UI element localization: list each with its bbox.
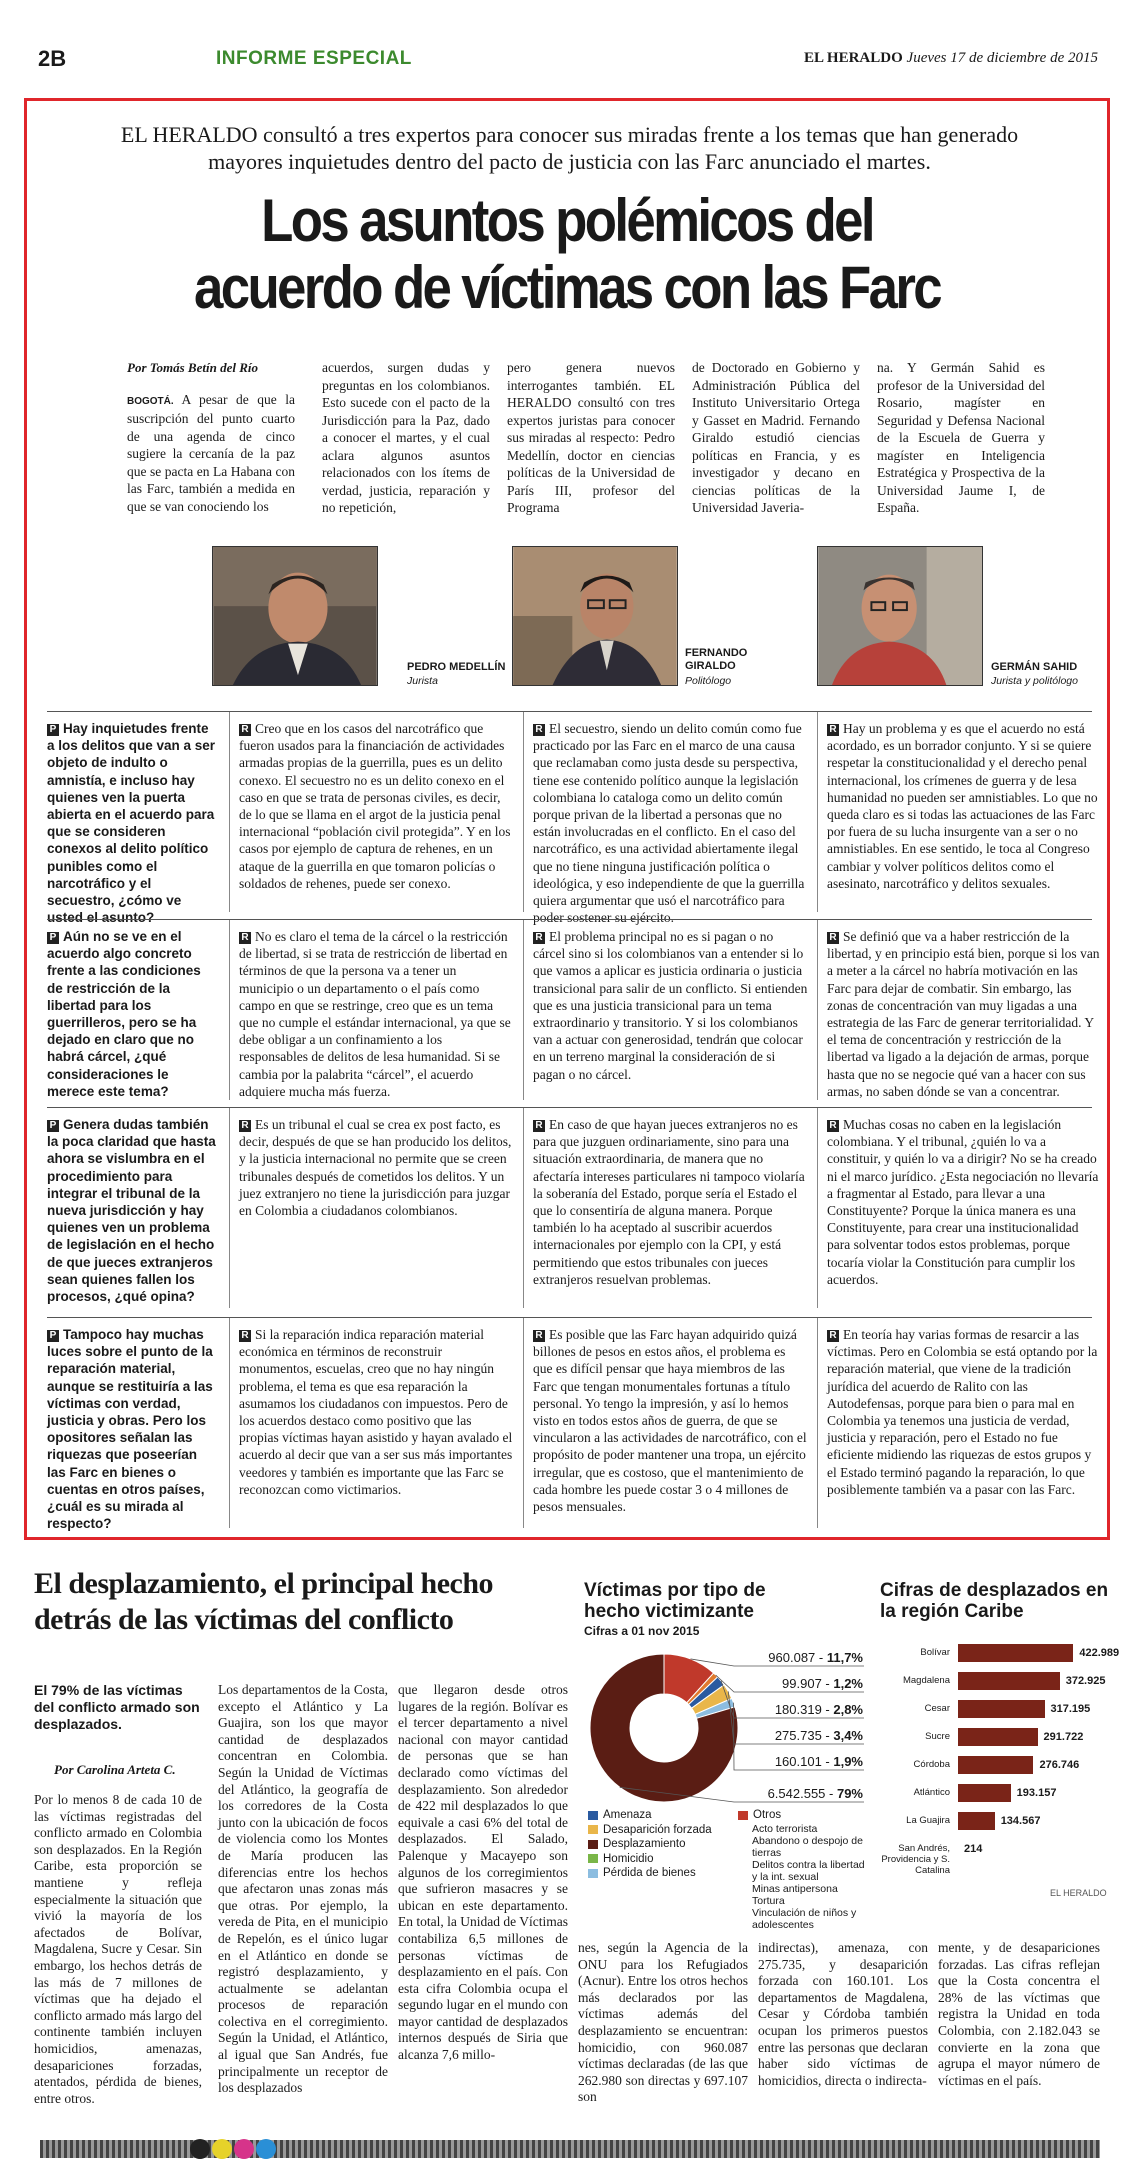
column-divider — [229, 1318, 230, 1528]
slice-value: 275.735 - — [774, 1728, 834, 1743]
answer-tag: R — [533, 724, 545, 736]
bar-value-label: 276.746 — [1039, 1759, 1080, 1771]
expert-name-2-line-1: FERNANDO — [685, 647, 748, 659]
answer-sahid-3 — [827, 1116, 1102, 1288]
question-3 — [47, 1116, 217, 1305]
bar-row — [880, 1838, 1110, 1876]
answer-tag: R — [533, 1330, 545, 1342]
graphic-credit: EL HERALDO — [1050, 1888, 1107, 1898]
answer-text: En caso de que hayan jueces extranjeros no es para que juzguen ordinariamente, sino para una situación extraordinaria, de manera que no afectaría intereses particulares ni tampoco violaría la soberanía del Estado, porque sería el Estado el que lo consentiría de alguna manera. Porque también lo ha aceptado al suscribir acuerdos internacionales por ejemplo con la CPI, y está permitiendo que estos tribunales con jueces extranjeros resuelvan problemas. — [533, 1117, 805, 1287]
question-2 — [47, 928, 217, 1100]
question-tag: P — [47, 932, 59, 944]
expert-name-2 — [685, 647, 747, 673]
issue-date: Jueves 17 de diciembre de 2015 — [906, 50, 1098, 66]
pie-slice-label — [728, 1676, 863, 1691]
answer-sahid-2 — [827, 928, 1102, 1100]
bottom-column-3: que llegaron desde otros lugares de la región. Bolívar es el tercer departamento a nivel nacional con mayor cantidad de personas que se han declarado como víctimas del desplazamiento. Son alrededor de 422 mil desplazados lo que equivale a casi 6% del total de desplazados. El Salado, Palenque y Macayepo son algunos de los corregimientos que sufrieron masacres y se ubican en este departamento. En total, la Unidad de Víctimas contabiliza 6,5 millones de personas víctimas de desplazamiento en el país. Con esta cifra Colombia ocupa el segundo lugar en el mundo con mayor cantidad de desplazados internos después de Siria que alcanza 7,6 millo- — [398, 1682, 568, 2063]
answer-text: El problema principal no es si pagan o no cárcel sino si los colombianos van a entender si lo que vamos a aplicar es justicia ordinaria o justicia transicional para salir de un conflicto. Si entienden que es una justicia transicional para un tema extraordinario y transitorio. Y si los colombianos van a actuar con generosidad, tendrán que colocar en un terreno marginal la consideración de si pagan o no cárcel. — [533, 929, 808, 1082]
pie-slice-label — [728, 1786, 863, 1801]
answer-tag: R — [239, 724, 251, 736]
slice-percent: 11,7% — [826, 1650, 863, 1665]
dateline: BOGOTÁ. — [127, 395, 174, 407]
bar — [958, 1784, 1011, 1802]
body-column-5: na. Y Germán Sahid es profesor de la Universidad del Rosario, magíster en Seguridad y Defensa Nacional de la Escuela de Guerra y magíster en Inteligencia Estratégica y Prospectiva de la Universidad Jaume I, de España. — [877, 360, 1045, 515]
legend-item — [588, 1837, 738, 1852]
answer-tag: R — [239, 1120, 251, 1132]
page-number: 2B — [38, 46, 67, 71]
bar-row — [880, 1670, 1110, 1692]
body-text: A pesar de que la suscripción del punto cuarto de una agenda de cinco sugiere la cercanía de la paz que se pacta en La Habana con las Farc, también a medida en que se van conociendo los — [127, 391, 295, 514]
legend-subitem: Tortura — [752, 1894, 785, 1907]
answer-tag: R — [239, 932, 251, 944]
expert-photo-medellin — [212, 546, 378, 686]
column-divider — [229, 712, 230, 912]
legend-item — [588, 1852, 738, 1867]
body-column-1 — [127, 359, 295, 515]
legend-label: Amenaza — [603, 1809, 652, 1821]
slice-percent: 1,9% — [833, 1754, 863, 1769]
portrait-image — [513, 547, 677, 685]
masthead — [804, 50, 1098, 67]
answer-tag: R — [827, 1120, 839, 1132]
portrait-image — [818, 547, 982, 685]
page-header — [38, 46, 1098, 74]
bar-value-label: 193.157 — [1016, 1787, 1057, 1799]
pie-slice-label — [728, 1728, 863, 1743]
pie-slice-label — [728, 1754, 863, 1769]
legend-subitem: Abandono o despojo de tierras — [752, 1834, 863, 1859]
pie-chart-title: Víctimas por tipo de hecho victimizante — [584, 1580, 766, 1622]
registration-dot — [234, 2139, 254, 2159]
slice-percent: 1,2% — [833, 1676, 863, 1691]
expert-name-3: GERMÁN SAHID — [991, 661, 1078, 673]
bar-value-label: 291.722 — [1043, 1731, 1084, 1743]
column-divider — [523, 712, 524, 912]
column-divider — [817, 712, 818, 912]
bar-row — [880, 1642, 1120, 1664]
qa-row-2 — [47, 919, 1100, 1099]
legend-label: Desaparición forzada — [603, 1823, 712, 1836]
bar — [958, 1812, 995, 1830]
legend-swatch — [588, 1854, 598, 1863]
answer-text: Si la reparación indica reparación material económica en términos de reconstruir monumentos, escuelas, creo que no hay ningún problema, el tema es que esa reparación la asumamos los ciudadanos con impuestos. Pero de los acuerdos destaco como positivo que las propias víctimas hayan asistido y hayan avalado el acuerdo al decir que van a ser sus más importantes veedores y también es importante que las Farc se reconozcan como victimarios. — [239, 1327, 513, 1497]
column-divider — [229, 1108, 230, 1308]
bar-value-label: 134.567 — [1000, 1815, 1041, 1827]
answer-text: No es claro el tema de la cárcel o la restricción de libertad, si se trata de restricción de libertad en términos de que la persona va a tener un municipio o un departamento o el país como campo en que se restringe, creo que es un tema que no cumple el estándar internacional, ya que se debe obligar a un confinamiento a los responsables de delitos de lesa humanidad. Si se cambia por la palabrita “cárcel”, el acuerdo adquiere mucha más fuerza. — [239, 929, 511, 1099]
legend-subitem: Vinculación de niños y adolescentes — [752, 1906, 857, 1931]
legend-item — [588, 1808, 738, 1823]
bottom-column-6: mente, y de desapariciones forzadas. Las cifras reflejan que la Costa concentra el 28% de las víctimas que registra la Unidad en toda Colombia, con 2.182.043 se convierte en la zona que agrupa el mayor número de víctimas en el país. — [938, 1940, 1100, 2088]
question-1 — [47, 720, 217, 926]
registration-dot — [212, 2139, 232, 2159]
legend-label: Homicidio — [603, 1852, 654, 1865]
legend-swatch — [738, 1811, 748, 1820]
legend-subitem: Minas antipersona — [752, 1882, 838, 1895]
column-divider — [817, 920, 818, 1100]
bar-chart-title: Cifras de desplazados en la región Caribe — [880, 1580, 1109, 1622]
answer-giraldo-4 — [533, 1326, 808, 1515]
bar-value-label: 317.195 — [1050, 1703, 1091, 1715]
legend-subitem: Acto terrorista — [752, 1822, 818, 1835]
answer-sahid-1 — [827, 720, 1102, 892]
registration-dot — [190, 2139, 210, 2159]
answer-medellin-3 — [239, 1116, 514, 1219]
section-name: INFORME ESPECIAL — [216, 48, 412, 69]
slice-value: 6.542.555 - — [767, 1786, 837, 1801]
bar-row — [880, 1754, 1110, 1776]
bar — [958, 1672, 1060, 1690]
column-divider — [523, 1318, 524, 1528]
bar — [958, 1756, 1033, 1774]
expert-role-1: Jurista — [407, 675, 438, 687]
answer-tag: R — [533, 932, 545, 944]
answer-tag: R — [827, 724, 839, 736]
bar-category-label: Bolívar — [920, 1647, 950, 1658]
answer-sahid-4 — [827, 1326, 1102, 1498]
bar-row — [880, 1698, 1110, 1720]
answer-tag: R — [827, 932, 839, 944]
bottom-column-5: indirectas), amenaza, con 275.735, y desaparición forzada con 160.101. Los departamentos de Magdalena, Cesar y Córdoba también ocupan los primeros puestos entre las personas que declaran haber sido víctimas de homicidios, directa o indirecta- — [758, 1940, 928, 2088]
leader-line — [584, 1648, 744, 1808]
bar-category-label: Sucre — [925, 1731, 950, 1742]
bottom-deck: El 79% de las víctimas del conflicto armado son desplazados. — [34, 1682, 200, 1732]
question-text: Aún no se ve en el acuerdo algo concreto frente a las condiciones de restricción de la libertad para los guerrilleros, pero se ha dejado en claro que no habrá cárcel, ¿qué consideraciones le merece este tema? — [47, 929, 201, 1099]
legend-swatch — [588, 1869, 598, 1878]
question-tag: P — [47, 724, 59, 736]
answer-medellin-4 — [239, 1326, 514, 1498]
answer-text: Es posible que las Farc hayan adquirido quizá billones de pesos en estos años, el problema es que es difícil pensar que haya miembros de las Farc que tengan monumentales fortunas a título personal. Yo tengo la impresión, y así lo hemos visto en todos estos años de guerra, de que se vincularon a las actividades de narcotráfico, con el propósito de poder mantener una tropa, un ejército irregular, que es costoso, que el mantenimiento de cada hombre les puede costar 3 o 4 millones de pesos mensuales. — [533, 1327, 807, 1515]
answer-giraldo-1 — [533, 720, 808, 926]
answer-tag: R — [827, 1330, 839, 1342]
question-tag: P — [47, 1120, 59, 1132]
legend-subitem: Delitos contra la libertad y la int. sexual — [752, 1858, 865, 1883]
headline-line-1: Los asuntos polémicos del — [261, 187, 873, 254]
slice-value: 160.101 - — [774, 1754, 834, 1769]
legend-item — [588, 1823, 738, 1838]
expert-name-2-line-2: GIRALDO — [685, 660, 736, 672]
expert-role-3: Jurista y politólogo — [991, 675, 1078, 687]
answer-giraldo-3 — [533, 1116, 808, 1288]
bar-category-label: Atlántico — [913, 1787, 950, 1798]
pie-legend-right — [738, 1808, 868, 1931]
expert-role-2: Politólogo — [685, 675, 732, 687]
question-text: Genera dudas también la poca claridad que hasta ahora se vislumbra en el procedimiento para integrar el tribunal de la nueva jurisdicción y hay quienes ven un problema de legislación en el hecho de que jueces extranjeros sean quienes fallen los procesos, ¿qué opina? — [47, 1117, 216, 1305]
pie-slice-label — [728, 1702, 863, 1717]
byline: Por Tomás Betín del Río — [127, 360, 258, 375]
bar-row — [880, 1782, 1110, 1804]
bar-category-label: San Andrés, Providencia y S. Catalina — [881, 1843, 950, 1876]
column-divider — [229, 920, 230, 1100]
portrait-image — [213, 547, 377, 685]
column-divider — [817, 1108, 818, 1308]
bar-category-label: Córdoba — [913, 1759, 950, 1770]
answer-tag: R — [533, 1120, 545, 1132]
headline-line-2: acuerdo de víctimas con las Farc — [193, 254, 941, 321]
slice-percent: 79% — [836, 1786, 863, 1801]
legend-label: Desplazamiento — [603, 1838, 686, 1850]
bottom-byline: Por Carolina Arteta C. — [54, 1762, 176, 1777]
bar-chart — [880, 1642, 1120, 1882]
bar — [958, 1728, 1038, 1746]
bar-value-label: 214 — [964, 1843, 983, 1855]
legend-label: Pérdida de bienes — [603, 1867, 696, 1879]
slice-percent: 2,8% — [833, 1702, 863, 1717]
answer-medellin-1 — [239, 720, 514, 892]
pie-legend-left — [588, 1808, 738, 1881]
legend-swatch — [588, 1840, 598, 1849]
bar-value-label: 372.925 — [1065, 1675, 1106, 1687]
bar-value-label: 422.989 — [1079, 1647, 1120, 1659]
bar — [958, 1700, 1045, 1718]
article-intro: EL HERALDO consultó a tres expertos para conocer sus miradas frente a los temas que han generado mayores inquietudes dentro del pacto de justicia con las Farc anunciado el martes. — [120, 122, 1019, 174]
article-body — [127, 359, 1067, 515]
answer-text: El secuestro, siendo un delito común como fue practicado por las Farc en el marco de una causa que reclamaban como justa desde su perspectiva, tiene ese contenido político aunque la legislación colombiana lo cataloga como un delito común porque privan de la libertad a personas que no están involucradas en el conflicto. En el caso del narcotráfico, es una actividad abiertamente ilegal que no tiene ninguna justificación política o ideológica, y eso independiente de que la guerrilla quiera argumentar que usó el narcotráfico para poder sostener su ejército. — [533, 721, 805, 926]
answer-text: Creo que en los casos del narcotráfico que fueron usados para la financiación de actividades armadas propias de la guerrilla, pues es un delito conexo. El secuestro no es un delito conexo en el caso en que se trata de personas civiles, es decir, de lo que se llama en el argot de la justicia penal internacional “población civil protegida”. Y en los casos por ejemplo de captura de rehenes, en un ataque de la guerrilla en que tomaron policías o soldados de rehenes, puede ser conexo. — [239, 721, 511, 891]
expert-photo-giraldo — [512, 546, 678, 686]
newspaper-name: EL HERALDO — [804, 50, 903, 66]
slice-value: 960.087 - — [768, 1650, 827, 1665]
bar-category-label: Cesar — [924, 1703, 950, 1714]
legend-item — [588, 1866, 738, 1881]
question-4 — [47, 1326, 217, 1532]
pie-slice-label — [728, 1650, 863, 1665]
article-headline — [145, 187, 990, 321]
top-article-frame — [24, 98, 1110, 1540]
bar — [958, 1644, 1073, 1662]
answer-text: Hay un problema y es que el acuerdo no está acordado, es un borrador conjunto. Y si se quiere respetar la constitucionalidad y el derecho penal internacional, los crímenes de guerra y de lesa humanidad no pueden ser amnistiables. Lo que no queda claro es si todas las actuaciones de las Farc por fuera de su lucha insurgente van a ser o no amnistiables. En ese sentido, le toca al Congreso cambiar y volver políticos delitos como el asesinato, narcotráfico y delitos sexuales. — [827, 721, 1098, 891]
bottom-column-2: Los departamentos de la Costa, excepto el Atlántico y La Guajira, son los que mayor cantidad de desplazados concentran en Colombia. Según la Unidad de Víctimas del Atlántico, la geografía de los corredores de la Costa junto con la ubicación de focos de violencia como los Montes de María producen las diferencias entre los hechos que afectaron unas zonas más que otras. Por ejemplo, la vereda de Pita, en el municipio de Repelón, es el único lugar en el Atlántico en donde se registró desplazamiento, y actualmente se adelantan procesos de reparación colectiva en el corregimiento. Según la Unidad, el Atlántico, al igual que San Andrés, fue principalmente un receptor de los desplazados — [218, 1682, 388, 2096]
column-divider — [523, 1108, 524, 1308]
slice-value: 99.907 - — [782, 1676, 834, 1691]
answer-text: Se definió que va a haber restricción de la libertad, y en principio está bien, porque si los van a meter a la cárcel no habría motivación en las Farc para dejar de combatir. Sin embargo, las zonas de concentración van muy ligadas a una estrategia de las Farc de generar territorialidad. Y el tema de concentración y restricción de la libertad va ligado a la dejación de armas, porque hasta que no se negocie qué van a hacer con sus armas, no saben dónde se van a concentrar. — [827, 929, 1100, 1099]
legend-label: Otros — [753, 1809, 782, 1821]
question-text: Hay inquietudes frente a los delitos que van a ser objeto de indulto o amnistía, e incluso hay quienes ven la puerta abierta en el acuerdo para que se consideren conexos al delito político punibles como el narcotráfico y el secuestro, ¿cómo ve usted el asunto? — [47, 721, 216, 926]
bar-row — [880, 1726, 1110, 1748]
answer-medellin-2 — [239, 928, 514, 1100]
answer-giraldo-2 — [533, 928, 808, 1083]
expert-name-1: PEDRO MEDELLÍN — [407, 661, 506, 673]
qa-row-4 — [47, 1317, 1098, 1535]
answer-text: En teoría hay varias formas de resarcir a las víctimas. Pero en Colombia se está optando por la reparación material, que viene de la tradición jurídica del acuerdo de Ralito con las Autodefensas, porque para bien o para mal en Colombia ya tenemos una justicia de verdad, justicia y reparación, pero el Estado no fue eficiente midiendo las riquezas de estos grupos y el Estado terminó pagando la reparación, lo que posiblemente también va a pasar con las Farc. — [827, 1327, 1098, 1497]
registration-dot — [256, 2139, 276, 2159]
body-column-4: de Doctorado en Gobierno y Administración Pública del Instituto Universitario Ortega y Gasset en Madrid. Fernando Giraldo estudió ciencias políticas en Francia, y es investigador y decano en ciencias políticas de la Universidad Javeria- — [692, 360, 860, 515]
answer-text: Muchas cosas no caben en la legislación colombiana. Y el tribunal, ¿quién lo va a constituir, y quién lo va a dirigir? No se ha creado ni el marco jurídico. ¿Esta negociación no llevaría a fragmentar al Estado, para llevar a una Constituyente? Porque la única manera es una Constituyente, para crear una institucionalidad para solventar todos estos problemas, porque tocaría violar la Constitución para cumplir los acuerdos. — [827, 1117, 1099, 1287]
legend-swatch — [588, 1811, 598, 1820]
bar-category-label: Magdalena — [902, 1675, 950, 1686]
pie-chart-subtitle: Cifras a 01 nov 2015 — [584, 1624, 700, 1638]
bar-row — [880, 1810, 1110, 1832]
qa-row-3 — [47, 1107, 1099, 1307]
answer-text: Es un tribunal el cual se crea ex post facto, es decir, después de que se han producido los delitos, y la justicia internacional no permite que se creen tribunales después de cometidos los delitos. Y un juez extranjero no tiene la jurisdicción para juzgar en Colombia a ciudadanos colombianos. — [239, 1117, 512, 1219]
body-column-3: pero genera nuevos interrogantes también. EL HERALDO consultó con tres expertos juristas para conocer sus miradas al respecto: Pedro Medellín, doctor en ciencias políticas de la Universidad de París III, profesor del Programa — [507, 360, 675, 515]
answer-tag: R — [239, 1330, 251, 1342]
slice-value: 180.319 - — [774, 1702, 834, 1717]
question-text: Tampoco hay muchas luces sobre el punto de la reparación material, aunque se restituiría a las víctimas con verdad, justicia y obras. Pero los opositores señalan las riquezas que poseerían las Farc en bienes o cuentas en otros países, ¿cuál es su mirada al respecto? — [47, 1327, 213, 1532]
question-tag: P — [47, 1330, 59, 1342]
expert-photo-sahid — [817, 546, 983, 686]
bottom-column-4: nes, según la Agencia de la ONU para los Refugiados (Acnur). Entre los otros hechos más declarados por las víctimas además del desplazamiento se encuentran: homicidio, con 960.087 víctimas declaradas (de las que 262.980 son directas y 697.107 son — [578, 1940, 748, 2105]
column-divider — [817, 1318, 818, 1528]
legend-swatch — [588, 1825, 598, 1834]
qa-row-1 — [47, 711, 1098, 926]
legend-item — [738, 1808, 868, 1823]
bottom-column-1: Por lo menos 8 de cada 10 de las víctimas registradas del conflicto armado en Colombia son desplazados. En la Región Caribe, esta proporción se mantiene y refleja especialmente la situación que vivió la mayoría de los afectados de Bolívar, Magdalena, Sucre y Cesar. Sin embargo, los hechos detrás de las más de 7 millones de víctimas que ha dejado el conflicto armado más largo del continente también incluyen homicidios, amenazas, desapariciones forzadas, atentados, pérdida de bienes, entre otros. — [34, 1792, 202, 2106]
column-divider — [523, 920, 524, 1100]
bottom-headline: El desplazamiento, el principal hecho detrás de las víctimas del conflicto — [34, 1567, 494, 1636]
slice-percent: 3,4% — [833, 1728, 863, 1743]
bar-category-label: La Guajira — [906, 1815, 950, 1826]
body-column-2: acuerdos, surgen dudas y preguntas en los colombianos. Esto sucede con el pacto de la Jurisdicción para la Paz, dado a conocer el martes, y el cual aclara algunos asuntos relacionados con los ítems de verdad, justicia, reparación y no repetición, — [322, 360, 490, 515]
